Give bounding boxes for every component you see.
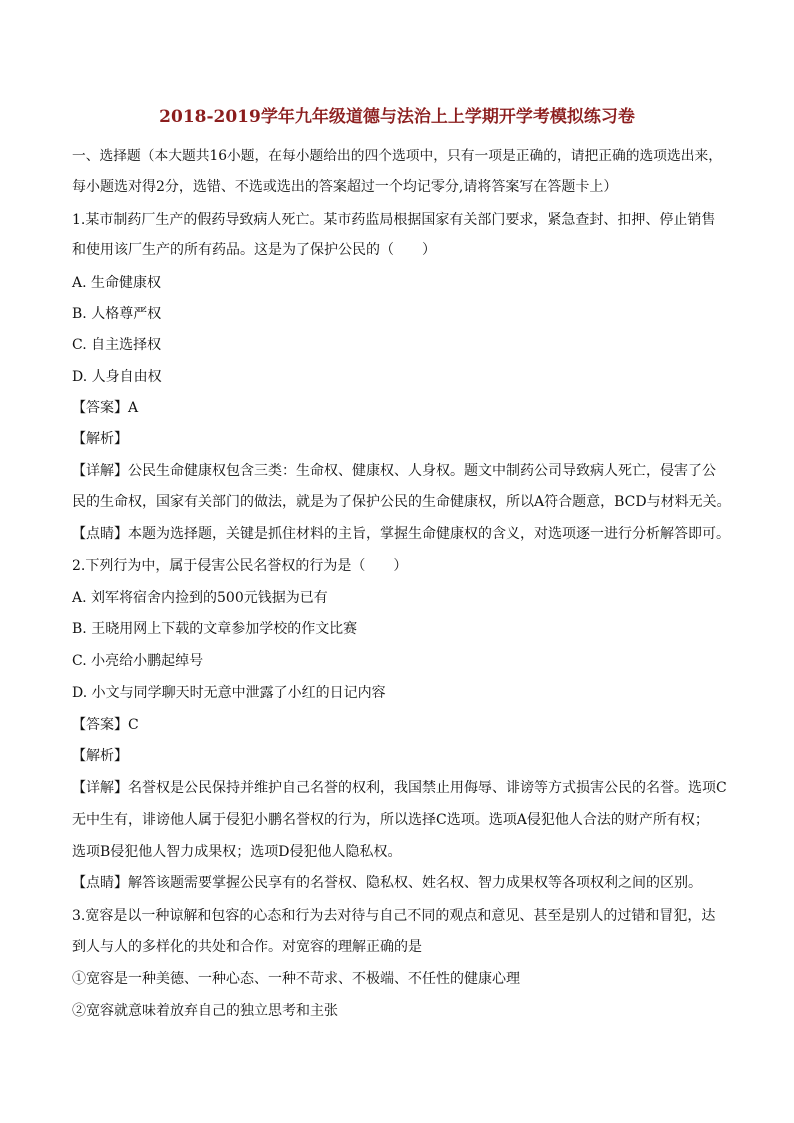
- question-1-option-c: C. 自主选择权: [72, 337, 162, 353]
- question-1-point: 【点睛】本题为选择题，关键是抓住材料的主旨，掌握生命健康权的含义，对选项逐一进行分析解答即可。: [72, 526, 730, 542]
- document-title: 2018-2019学年九年级道德与法治上上学期开学考模拟练习卷: [159, 107, 635, 127]
- question-2-detail-line-2: 无中生有，诽谤他人属于侵犯小鹏名誉权的行为，所以选择C选项。选项A侵犯他人合法的财产所有权；: [72, 812, 709, 828]
- section-heading-line-2: 每小题选对得2分，选错、不选或选出的答案超过一个均记零分,请将答案写在答题卡上）: [72, 179, 618, 195]
- question-2-detail-line-1: 【详解】名誉权是公民保持并维护自己名誉的权利，我国禁止用侮辱、诽谤等方式损害公民的名誉。选项C: [72, 780, 727, 796]
- section-heading-line-1: 一、选择题（本大题共16小题，在每小题给出的四个选项中，只有一项是正确的，请把正确的选项选出来，: [72, 148, 722, 164]
- question-1-analysis-heading: 【解析】: [72, 431, 128, 447]
- question-1-detail-line-1: 【详解】公民生命健康权包含三类：生命权、健康权、人身权。题文中制药公司导致病人死亡，侵害了公: [72, 463, 716, 479]
- question-3-stem-line-1: 3.宽容是以一种谅解和包容的心态和行为去对待与自己不同的观点和意见、甚至是别人的过错和冒犯，达: [72, 908, 716, 924]
- question-2-point: 【点睛】解答该题需要掌握公民享有的名誉权、隐私权、姓名权、智力成果权等各项权利之间的区别。: [72, 875, 702, 891]
- question-1-option-b: B. 人格尊严权: [72, 306, 162, 322]
- question-2-stem: 2.下列行为中，属于侵害公民名誉权的行为是（ ）: [72, 558, 408, 574]
- question-1-option-a: A. 生命健康权: [72, 275, 162, 291]
- question-1-option-d: D. 人身自由权: [72, 369, 162, 385]
- question-2-option-d: D. 小文与同学聊天时无意中泄露了小红的日记内容: [72, 685, 386, 701]
- question-3-statement-2: ②宽容就意味着放弃自己的独立思考和主张: [72, 1003, 338, 1019]
- question-2-option-b: B. 王晓用网上下载的文章参加学校的作文比赛: [72, 621, 358, 637]
- question-2-option-c: C. 小亮给小鹏起绰号: [72, 653, 204, 669]
- question-2-answer: 【答案】C: [72, 717, 139, 733]
- question-1-stem-line-1: 1.某市制药厂生产的假药导致病人死亡。某市药监局根据国家有关部门要求，紧急查封、扣押、停止销售: [72, 212, 716, 228]
- question-1-stem-line-2: 和使用该厂生产的所有药品。这是为了保护公民的（ ）: [72, 242, 436, 258]
- question-1-detail-line-2: 民的生命权，国家有关部门的做法，就是为了保护公民的生命健康权，所以A符合题意，BCD与材料无关。: [72, 494, 731, 510]
- question-3-statement-1: ①宽容是一种美德、一种心态、一种不苛求、不极端、不任性的健康心理: [72, 971, 520, 987]
- question-2-option-a: A. 刘军将宿舍内捡到的500元钱据为已有: [72, 590, 328, 606]
- question-1-answer: 【答案】A: [72, 400, 139, 416]
- question-3-stem-line-2: 到人与人的多样化的共处和合作。对宽容的理解正确的是: [72, 939, 422, 955]
- question-2-analysis-heading: 【解析】: [72, 748, 128, 764]
- question-2-detail-line-3: 选项B侵犯他人智力成果权；选项D侵犯他人隐私权。: [72, 844, 402, 860]
